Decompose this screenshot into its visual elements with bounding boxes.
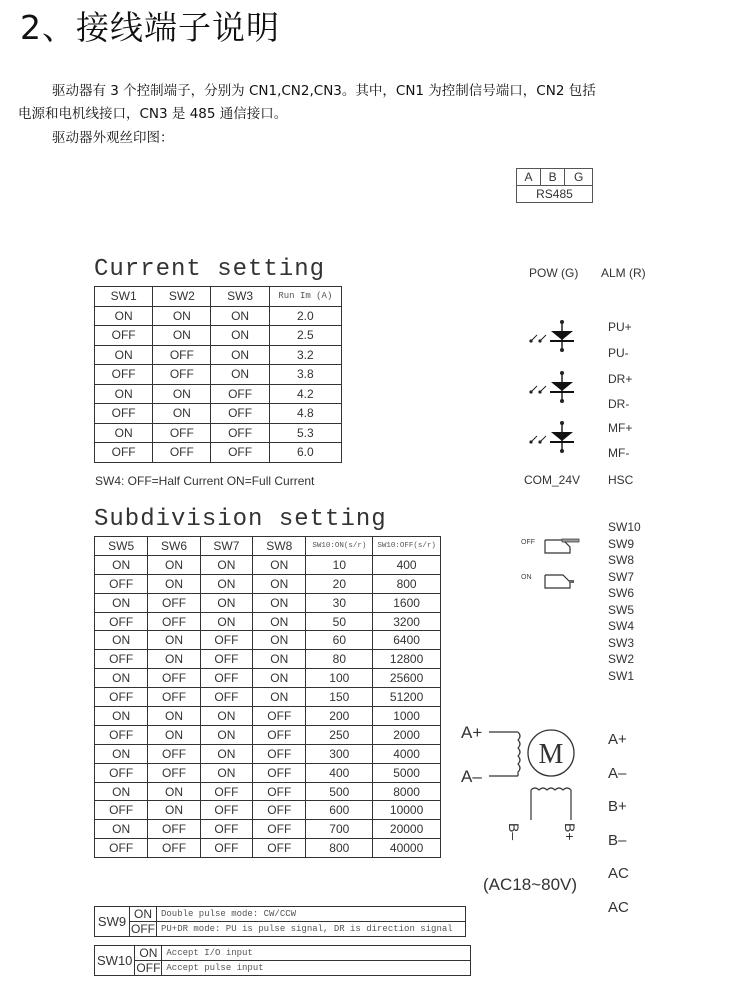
led-diode-icon <box>529 320 574 352</box>
rs485-pin-g: G <box>565 169 593 186</box>
power-terminal-label: B+ <box>608 798 627 815</box>
table-row <box>95 443 342 463</box>
sw9-mode-table <box>94 906 466 937</box>
table-cell: 4.2 <box>269 384 341 404</box>
terminal-pu-minus: PU- <box>608 346 629 360</box>
table-cell: ON <box>200 725 252 744</box>
table-cell: ON <box>95 782 148 801</box>
table-row <box>95 688 441 707</box>
table-cell: ON <box>95 669 148 688</box>
pow-indicator-label: POW (G) <box>529 266 579 280</box>
dip-on-label: ON <box>521 574 532 581</box>
current-setting-title: Current setting <box>94 256 326 283</box>
table-cell: OFF <box>211 443 269 463</box>
table-cell: 12800 <box>373 650 441 669</box>
table-cell: ON <box>95 423 153 443</box>
table-cell: 2.0 <box>269 306 341 326</box>
table-cell: ON <box>148 631 200 650</box>
table-cell: ON <box>95 744 148 763</box>
intro-line-2: 电源和电机线接口，CN3 是 485 通信接口。 <box>18 106 288 122</box>
table-cell: ON <box>95 306 153 326</box>
table-cell: OFF <box>148 839 200 858</box>
table-cell: 3200 <box>373 612 441 631</box>
table-row <box>95 593 441 612</box>
sw4-note: SW4: OFF=Half Current ON=Full Current <box>95 474 315 488</box>
table-cell: OFF <box>253 801 306 820</box>
table-cell: OFF <box>95 365 153 385</box>
table-cell: ON <box>95 707 148 726</box>
table-cell: 5000 <box>373 763 441 782</box>
table-cell: OFF <box>148 688 200 707</box>
table-cell: OFF <box>253 725 306 744</box>
table-cell: ON <box>253 555 306 574</box>
sw9-off-label: OFF <box>131 922 155 936</box>
table-row <box>95 574 441 593</box>
table-cell: OFF <box>200 820 252 839</box>
table-row <box>95 365 342 385</box>
table-row <box>95 555 441 574</box>
table-cell: 10 <box>306 555 373 574</box>
table-cell: 50 <box>306 612 373 631</box>
table-cell: ON <box>153 404 211 424</box>
table-cell: 20000 <box>373 820 441 839</box>
table-cell: 2.5 <box>269 326 341 346</box>
table-cell: OFF <box>253 839 306 858</box>
power-terminal-label: AC <box>608 898 629 916</box>
table-cell: ON <box>200 707 252 726</box>
table-cell: 10000 <box>373 801 441 820</box>
header-cell: SW8 <box>253 537 306 556</box>
header-cell: SW7 <box>200 537 252 556</box>
terminal-pu-plus: PU+ <box>608 320 632 334</box>
section-heading: 2、接线端子说明 <box>20 8 280 47</box>
table-cell: 250 <box>306 725 373 744</box>
sw10-on-label: ON <box>135 946 162 961</box>
table-cell: OFF <box>95 801 148 820</box>
header-cell: SW10:OFF(s/r) <box>373 537 441 556</box>
motor-a-minus-label: A– <box>461 767 482 786</box>
table-cell: 400 <box>373 555 441 574</box>
table-cell: ON <box>95 820 148 839</box>
table-header-row <box>95 287 342 307</box>
dip-switch-label: SW1 <box>608 668 635 683</box>
table-cell: OFF <box>153 443 211 463</box>
table-cell: ON <box>200 744 252 763</box>
table-row <box>95 725 441 744</box>
dip-switch-label: SW9 <box>608 536 635 551</box>
table-cell: OFF <box>153 365 211 385</box>
table-cell: 700 <box>306 820 373 839</box>
table-cell: ON <box>148 782 200 801</box>
table-cell: 800 <box>373 574 441 593</box>
dip-switch-label: SW5 <box>608 602 635 617</box>
motor-b-minus-label: B– <box>506 823 522 841</box>
table-cell: 200 <box>306 707 373 726</box>
stepper-motor-diagram <box>485 720 595 850</box>
table-cell: OFF <box>95 839 148 858</box>
rs485-connector <box>516 168 593 203</box>
sw9-on-desc: Double pulse mode: CW/CCW <box>157 907 466 922</box>
table-cell: OFF <box>253 820 306 839</box>
rs485-pin-a: A <box>517 169 541 186</box>
current-setting-table <box>94 286 342 463</box>
table-cell: ON <box>95 555 148 574</box>
table-cell: OFF <box>200 669 252 688</box>
table-cell: OFF <box>148 593 200 612</box>
table-row <box>95 326 342 346</box>
table-cell: 300 <box>306 744 373 763</box>
dip-switch-legend <box>540 535 585 595</box>
sw9-on-label: ON <box>130 907 157 922</box>
table-cell: OFF <box>253 782 306 801</box>
table-cell: OFF <box>95 650 148 669</box>
table-cell: ON <box>95 345 153 365</box>
table-cell: ON <box>153 384 211 404</box>
optocoupler-diodes <box>525 318 585 468</box>
table-cell: 80 <box>306 650 373 669</box>
sw9-off-desc: PU+DR mode: PU is pulse signal, DR is direction signal <box>157 922 466 937</box>
table-cell: 100 <box>306 669 373 688</box>
table-cell: OFF <box>153 423 211 443</box>
table-cell: ON <box>253 688 306 707</box>
table-cell: OFF <box>148 744 200 763</box>
table-row <box>95 404 342 424</box>
motor-a-plus-label: A+ <box>461 723 483 742</box>
table-cell: OFF <box>200 631 252 650</box>
table-cell: OFF <box>211 423 269 443</box>
table-cell: OFF <box>148 763 200 782</box>
table-cell: ON <box>211 306 269 326</box>
table-row <box>95 669 441 688</box>
table-row <box>95 384 342 404</box>
table-cell: OFF <box>200 782 252 801</box>
subdivision-setting-title: Subdivision setting <box>94 506 387 533</box>
power-terminal-label: B– <box>608 831 627 849</box>
terminal-dr-plus: DR+ <box>608 372 633 386</box>
table-cell: ON <box>95 384 153 404</box>
intro-line-1: 驱动器有 3 个控制端子，分别为 CN1,CN2,CN3。其中，CN1 为控制信号端口，CN2 包括 <box>52 83 596 99</box>
dip-switch-list <box>608 519 641 684</box>
terminal-mf-minus: MF- <box>608 446 630 460</box>
table-cell: OFF <box>95 688 148 707</box>
table-cell: 40000 <box>373 839 441 858</box>
header-cell: SW2 <box>153 287 211 307</box>
table-cell: 3.2 <box>269 345 341 365</box>
table-cell: 60 <box>306 631 373 650</box>
rs485-pin-b: B <box>541 169 565 186</box>
dip-switch-label: SW6 <box>608 586 635 600</box>
coil-b-icon <box>531 788 571 820</box>
table-row <box>95 345 342 365</box>
table-cell: 4000 <box>373 744 441 763</box>
table-cell: ON <box>200 555 252 574</box>
header-cell: Run Im (A) <box>269 287 341 307</box>
table-cell: ON <box>200 763 252 782</box>
table-cell: ON <box>253 669 306 688</box>
terminal-hsc: HSC <box>608 473 634 487</box>
table-cell: 400 <box>306 763 373 782</box>
table-cell: 8000 <box>373 782 441 801</box>
table-cell: ON <box>148 707 200 726</box>
table-row <box>95 744 441 763</box>
table-cell: OFF <box>211 404 269 424</box>
table-row <box>95 306 342 326</box>
terminal-com-24v: COM_24V <box>524 473 581 487</box>
terminal-mf-plus: MF+ <box>608 421 633 435</box>
table-cell: OFF <box>95 612 148 631</box>
subdivision-setting-table <box>94 536 441 858</box>
header-cell: SW3 <box>211 287 269 307</box>
alm-indicator-label: ALM (R) <box>601 266 646 280</box>
table-cell: ON <box>95 593 148 612</box>
table-cell: 6.0 <box>269 443 341 463</box>
table-cell: OFF <box>95 443 153 463</box>
table-cell: OFF <box>200 650 252 669</box>
table-cell: 3.8 <box>269 365 341 385</box>
table-cell: ON <box>148 801 200 820</box>
power-terminal-label: AC <box>608 865 629 882</box>
sw10-label: SW10 <box>95 946 135 976</box>
table-header-row <box>95 537 441 556</box>
dip-on-icon <box>545 575 574 588</box>
motor-icon <box>528 730 574 776</box>
table-cell: ON <box>200 574 252 593</box>
terminal-dr-minus: DR- <box>608 397 630 411</box>
table-cell: 25600 <box>373 669 441 688</box>
table-row <box>95 707 441 726</box>
table-cell: 6400 <box>373 631 441 650</box>
sw10-off-label: OFF <box>136 961 161 975</box>
table-cell: ON <box>153 326 211 346</box>
table-cell: OFF <box>95 574 148 593</box>
table-cell: ON <box>200 612 252 631</box>
table-cell: ON <box>211 326 269 346</box>
table-cell: ON <box>253 650 306 669</box>
table-cell: 800 <box>306 839 373 858</box>
header-cell: SW1 <box>95 287 153 307</box>
table-cell: OFF <box>200 801 252 820</box>
sw10-off-desc: Accept pulse input <box>162 961 471 976</box>
table-cell: 5.3 <box>269 423 341 443</box>
table-cell: ON <box>148 555 200 574</box>
dip-off-icon <box>545 539 579 553</box>
power-terminal-label: A+ <box>608 731 627 748</box>
table-cell: OFF <box>200 839 252 858</box>
sw10-on-desc: Accept I/O input <box>162 946 471 961</box>
table-cell: ON <box>95 631 148 650</box>
motor-b-plus-label: B+ <box>562 823 578 841</box>
intro-line-3: 驱动器外观丝印图： <box>52 130 174 146</box>
table-cell: 600 <box>306 801 373 820</box>
table-cell: 30 <box>306 593 373 612</box>
dip-switch-label: SW10 <box>608 520 641 534</box>
table-row <box>95 423 342 443</box>
table-cell: 51200 <box>373 688 441 707</box>
sw9-label: SW9 <box>95 907 130 937</box>
table-row <box>95 839 441 858</box>
led-diode-icon <box>529 421 574 453</box>
table-row <box>95 612 441 631</box>
dip-switch-label: SW8 <box>608 553 635 567</box>
power-terminal-list <box>608 723 629 924</box>
table-cell: OFF <box>148 669 200 688</box>
table-row <box>95 782 441 801</box>
table-cell: OFF <box>95 404 153 424</box>
dip-switch-label: SW3 <box>608 635 635 650</box>
dip-switch-label: SW2 <box>608 652 635 666</box>
table-cell: 4.8 <box>269 404 341 424</box>
table-cell: OFF <box>148 612 200 631</box>
table-row <box>95 820 441 839</box>
table-cell: OFF <box>211 384 269 404</box>
table-cell: OFF <box>253 707 306 726</box>
dip-off-label: OFF <box>521 539 535 546</box>
power-supply-range: (AC18~80V) <box>483 875 578 894</box>
led-diode-icon <box>529 371 574 403</box>
table-cell: ON <box>253 612 306 631</box>
header-cell: SW6 <box>148 537 200 556</box>
table-cell: 20 <box>306 574 373 593</box>
table-cell: OFF <box>95 763 148 782</box>
table-row <box>95 801 441 820</box>
table-cell: ON <box>148 650 200 669</box>
dip-switch-label: SW4 <box>608 619 635 633</box>
table-cell: ON <box>148 725 200 744</box>
table-cell: ON <box>253 574 306 593</box>
table-cell: ON <box>253 593 306 612</box>
dip-switch-label: SW7 <box>608 569 635 584</box>
table-cell: 1000 <box>373 707 441 726</box>
table-cell: ON <box>253 631 306 650</box>
table-cell: OFF <box>153 345 211 365</box>
table-cell: OFF <box>253 744 306 763</box>
sw10-mode-table <box>94 945 471 976</box>
coil-a-icon <box>489 732 520 776</box>
table-cell: ON <box>200 593 252 612</box>
table-cell: ON <box>153 306 211 326</box>
table-row <box>95 650 441 669</box>
table-cell: OFF <box>200 688 252 707</box>
table-cell: ON <box>211 365 269 385</box>
table-row <box>95 631 441 650</box>
table-cell: ON <box>148 574 200 593</box>
table-row <box>95 763 441 782</box>
header-cell: SW10:ON(s/r) <box>306 537 373 556</box>
table-cell: OFF <box>253 763 306 782</box>
table-cell: OFF <box>148 820 200 839</box>
table-cell: ON <box>211 345 269 365</box>
table-cell: 1600 <box>373 593 441 612</box>
table-cell: OFF <box>95 725 148 744</box>
power-terminal-label: A– <box>608 764 627 782</box>
motor-symbol: M <box>538 739 564 770</box>
rs485-label: RS485 <box>517 186 593 203</box>
table-cell: OFF <box>95 326 153 346</box>
table-cell: 150 <box>306 688 373 707</box>
table-cell: 500 <box>306 782 373 801</box>
table-cell: 2000 <box>373 725 441 744</box>
header-cell: SW5 <box>95 537 148 556</box>
